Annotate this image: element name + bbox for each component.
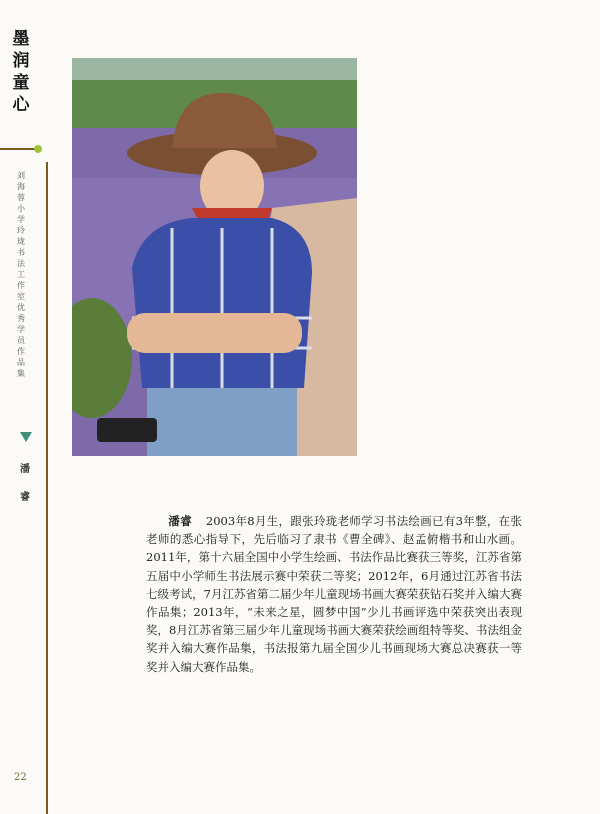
bio-text: 2003年8月生，跟张玲珑老师学习书法绘画已有3年整，在张老师的悉心指导下，先后临习了隶书《曹全碑》、赵孟俯楷书和山水画。2011年，第十六届全国中小学生绘画、书法作品比赛获三等奖，江苏省第五届中小学师生书法展示赛中荣获二等奖；2012年，6月通过江苏省书法七级考试，7月江苏省第二届少年儿童现场书画大赛荣获钻石奖并入编大赛作品集；2013年，“未来之星，圆梦中国”少儿书画评选中荣获突出表现奖，8月江苏省第三届少年儿童现场书画大赛荣获绘画组特等奖、书法组金奖并入编大赛作品集，书法报第九届全国少儿书画现场大赛总决赛获一等奖并入编大赛作品集。 — [146, 514, 522, 674]
calligraphy-title: 墨润童心 — [12, 29, 30, 115]
student-photo — [72, 58, 357, 456]
vertical-book-title: 刘海蓉小学玲珑书法工作室优秀学员作品集 — [17, 171, 25, 378]
leaf-icon — [20, 432, 32, 442]
top-divider — [0, 148, 36, 150]
green-dot — [34, 145, 42, 153]
vertical-student-name: 潘睿 — [20, 464, 30, 503]
bio-paragraph — [146, 512, 522, 676]
page-number: 22 — [14, 772, 27, 783]
bio-name: 潘睿 — [168, 514, 192, 528]
vertical-rule — [46, 162, 48, 814]
